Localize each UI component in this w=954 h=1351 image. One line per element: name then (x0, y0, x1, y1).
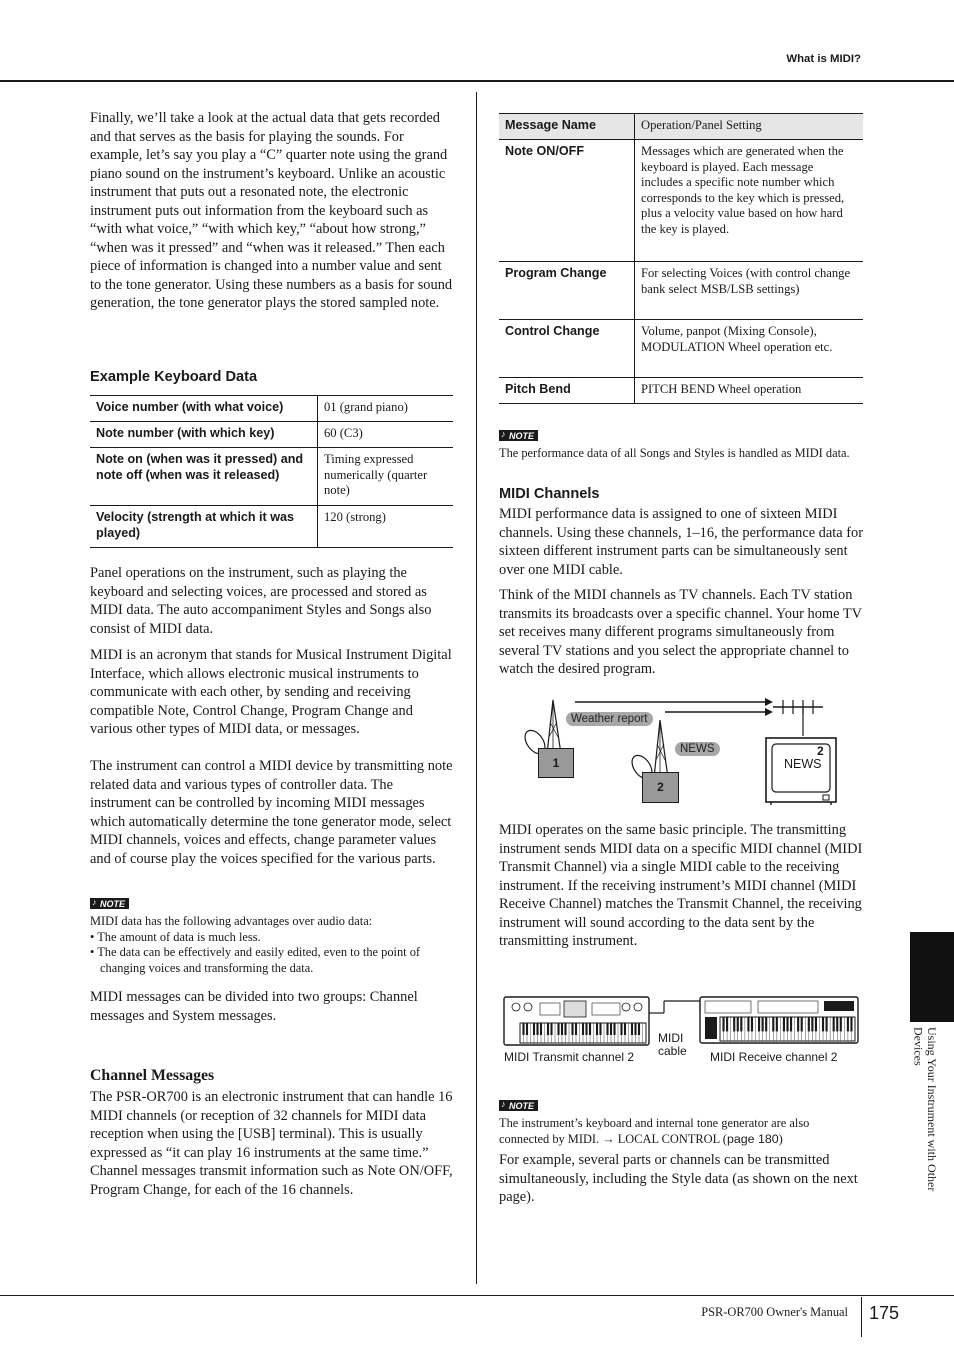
note-badge: ♪ NOTE (499, 1100, 538, 1111)
table-key: Note on (when was it pressed) and note off (when was it released) (90, 448, 318, 506)
section-thumb-tab (910, 932, 954, 1022)
note-box-right-1 (499, 426, 861, 462)
table-row (90, 422, 453, 448)
note-bullet: • The data can be effectively and easily edited, even to the point of changing voices and transforming the data. (90, 945, 421, 975)
note-bullet: • The amount of data is much less. (90, 929, 261, 944)
table-key: Program Change (499, 262, 635, 320)
channel-messages-heading: Channel Messages (90, 1067, 215, 1084)
table-row (90, 396, 453, 422)
header-rule (0, 80, 954, 82)
transmit-channel-label: MIDI Transmit channel 2 (504, 1050, 635, 1064)
table-key: Note number (with which key) (90, 422, 318, 448)
midi-cable-label (658, 1032, 687, 1058)
note-intro: MIDI data has the following advantages over audio data: (90, 914, 373, 928)
table-key: Pitch Bend (499, 378, 635, 404)
table-value: Timing expressed numerically (quarter note) (318, 448, 454, 506)
midi-cable-label-line2: cable (658, 1044, 687, 1058)
note-text-main: The instrument’s keyboard and internal tone generator are also connected by MIDI. (499, 1116, 810, 1146)
message-groups-paragraph: MIDI messages can be divided into two groups: Channel messages and System messages. (90, 989, 418, 1024)
news-bubble: NEWS (675, 742, 720, 756)
tv-channels-paragraph: Think of the MIDI channels as TV channels. Each TV station transmits its broadcasts over a specific channel. Your home TV set receives many different programs simultaneously from several TV stations and you select the appropriate channel to watch the desired program. (499, 587, 862, 677)
footer-rule (0, 1295, 954, 1296)
table-value: Volume, panpot (Mixing Console), MODULATION Wheel operation etc. (635, 320, 864, 378)
receive-channel-label: MIDI Receive channel 2 (710, 1050, 838, 1064)
table-key: Voice number (with what voice) (90, 396, 318, 422)
message-table (499, 113, 863, 404)
station-1-label: 1 (538, 748, 574, 778)
table-row (90, 448, 453, 506)
example-keyboard-heading: Example Keyboard Data (90, 369, 258, 385)
note-badge: ♪ NOTE (499, 430, 538, 441)
table-header-value: Operation/Panel Setting (635, 114, 864, 140)
example-parts-paragraph: For example, several parts or channels can be transmitted simultaneously, including the Style data (as shown on the next page). (499, 1152, 858, 1205)
tv-broadcast-illustration (515, 692, 855, 807)
table-value: Messages which are generated when the keyboard is played. Each message includes a specific note number which corresponds to the key which is pressed, plus a velocity value based on how hard the key is played. (635, 140, 864, 262)
column-divider (476, 92, 477, 1284)
note-box-right-2 (499, 1096, 861, 1147)
table-key: Note ON/OFF (499, 140, 635, 262)
table-key: Control Change (499, 320, 635, 378)
example-keyboard-table (90, 395, 453, 548)
midi-cable-label-line1: MIDI (658, 1031, 684, 1045)
midi-keyboards-illustration (502, 995, 862, 1070)
midi-channels-paragraph: MIDI performance data is assigned to one of sixteen MIDI channels. Using these channels, 1–16, the performance data for sixteen different instrument parts can be simultaneously sent over one MIDI cable. (499, 506, 864, 578)
midi-channels-heading: MIDI Channels (499, 486, 600, 502)
midi-principle-paragraph: MIDI operates on the same basic principle. The transmitting instrument sends MIDI data on a specific MIDI channel (MIDI Transmit Channel) via a single MIDI cable to the receiving instrument. If the receiving instrument’s MIDI channel (MIDI Receive Channel) matches the Transmit Channel, the receiving instrument will sound according to the data sent by the transmitting instrument. (499, 822, 863, 949)
table-value: PITCH BEND Wheel operation (635, 378, 864, 404)
table-header-key: Message Name (499, 114, 635, 140)
local-control-ref: → LOCAL CONTROL ( (602, 1131, 727, 1146)
panel-operations-paragraph: Panel operations on the instrument, such as playing the keyboard and selecting voices, are processed and stored as MIDI data. The auto accompaniment Styles and Songs also consist of MIDI data. (90, 565, 432, 637)
note-text: The performance data of all Songs and Styles is handled as MIDI data. (499, 446, 850, 460)
midi-acronym-paragraph: MIDI is an acronym that stands for Musical Instrument Digital Interface, which allows electronic musical instruments to communicate with each other, by sending and receiving compatible Note, Control Change, Program Change and various other types of MIDI data, or messages. (90, 647, 452, 737)
page-reference-link[interactable]: page 180 (726, 1131, 779, 1146)
table-value: 60 (C3) (318, 422, 454, 448)
table-row (499, 320, 863, 378)
manual-name: PSR-OR700 Owner's Manual (701, 1305, 848, 1319)
midi-control-paragraph: The instrument can control a MIDI device by transmitting note related data and various types of controller data. The instrument can be controlled by incoming MIDI messages which automatically determine the tone generator mode, select MIDI channels, voices and effects, change parameter values and of course play the voices specified for the various parts. (90, 758, 453, 867)
note-box-left (90, 894, 452, 976)
channel-messages-paragraph: The PSR-OR700 is an electronic instrument that can handle 16 MIDI channels (or reception of 32 channels for MIDI data reception when using the [USB] terminal). This is usually expressed as “it can play 16 instruments at the same time.” Channel messages transmit information such as Note ON/OFF, Program Change, for each of the 16 channels. (90, 1089, 453, 1198)
table-row (90, 506, 453, 548)
weather-report-bubble: Weather report (566, 712, 653, 726)
table-header-row (499, 114, 863, 140)
note-badge: ♪ NOTE (90, 898, 129, 909)
table-row (499, 378, 863, 404)
table-key: Velocity (strength at which it was played) (90, 506, 318, 548)
table-row (499, 262, 863, 320)
intro-paragraph: Finally, we’ll take a look at the actual data that gets recorded and that serves as the basis for playing the sounds. For example, let’s say you play a “C” quarter note using the grand piano sound on the instrument’s keyboard. Unlike an acoustic instrument that puts out a resonated note, the electronic instrument puts out information from the keyboard such as “with what voice,” “with which key,” “about how strong,” “when was it pressed” and “when was it released.” Then each piece of information is changed into a number value and sent to the tone generator. Using these numbers as a basis for sound generation, the tone generator plays the stored sampled note. (90, 110, 453, 311)
table-value: 120 (strong) (318, 506, 454, 548)
running-header: What is MIDI? (786, 53, 861, 65)
page-number: 175 (869, 1303, 900, 1323)
note-text (499, 1116, 861, 1147)
page-number-divider (861, 1297, 862, 1337)
table-value: For selecting Voices (with control change bank select MSB/LSB settings) (635, 262, 864, 320)
table-value: 01 (grand piano) (318, 396, 454, 422)
side-tab-label: Using Your Instrument with Other Devices (911, 1027, 939, 1192)
tv-screen-news: NEWS (784, 757, 822, 771)
table-row (499, 140, 863, 262)
tv-channel-number: 2 (817, 744, 824, 758)
ref-close: ) (778, 1131, 783, 1146)
station-2-label: 2 (642, 772, 679, 803)
